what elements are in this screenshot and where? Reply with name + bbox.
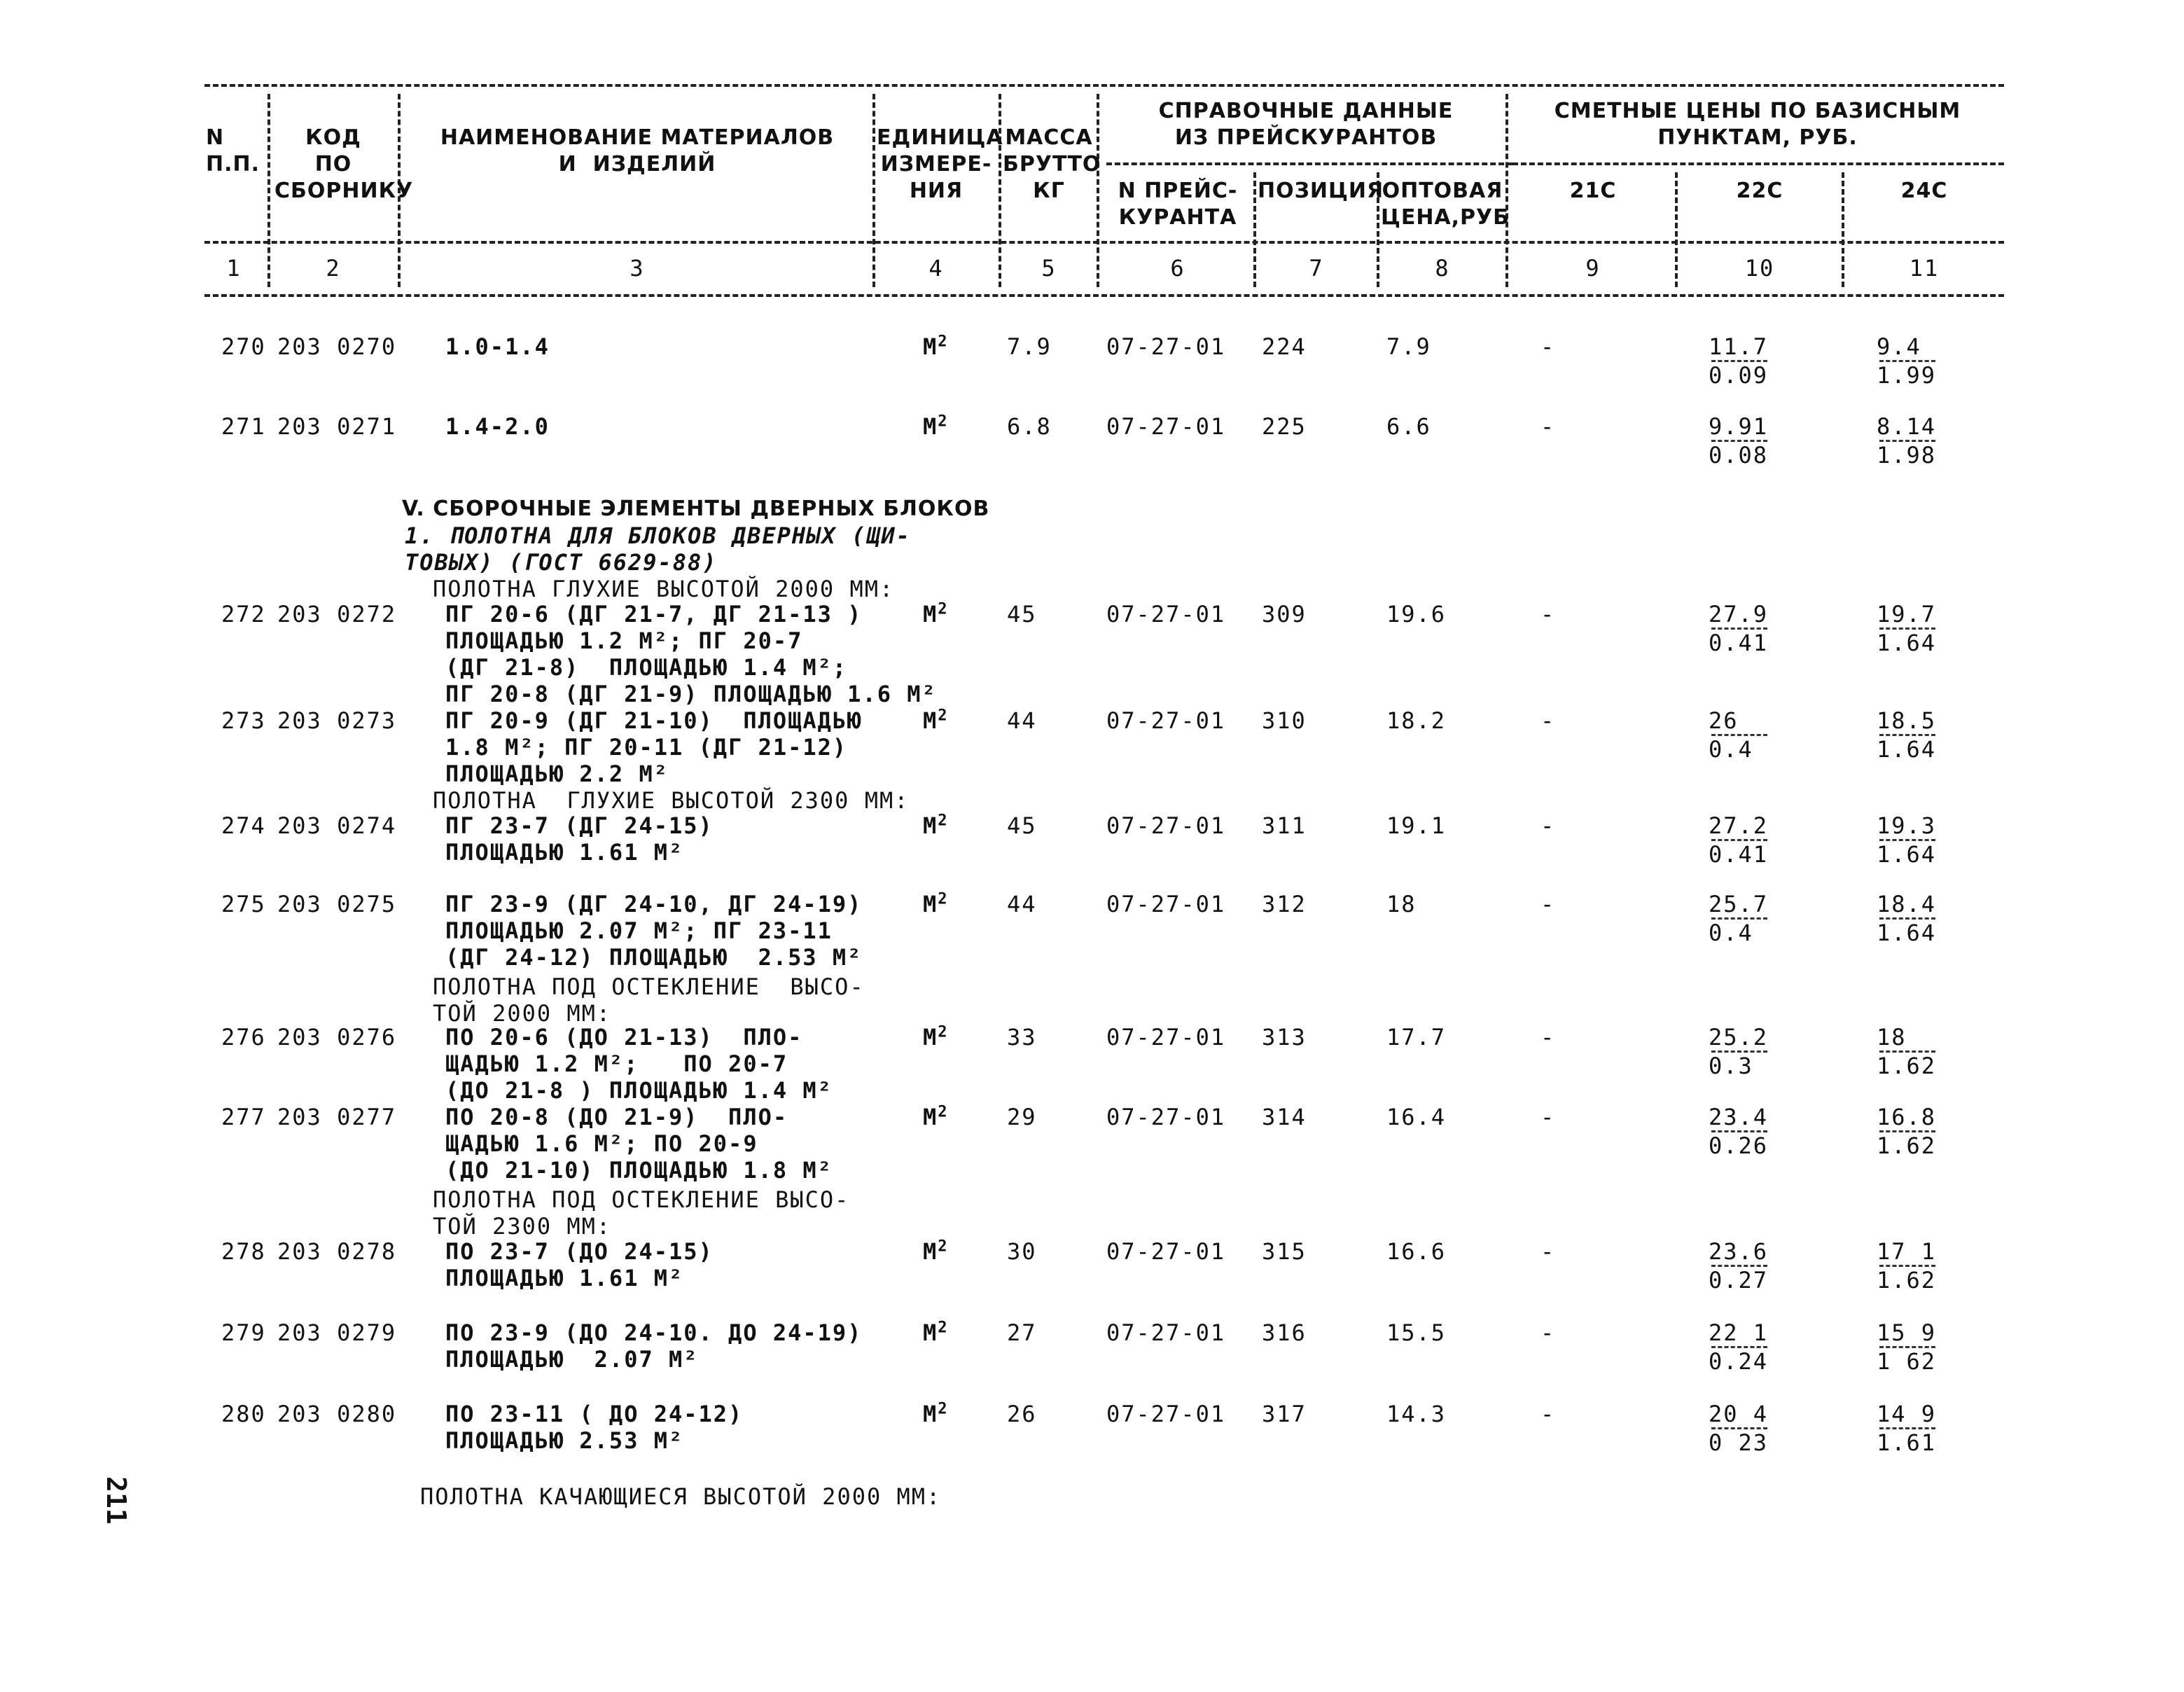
row-unit: $М^2$ bbox=[923, 412, 949, 440]
row-wholesale: 14.3 bbox=[1386, 1401, 1447, 1427]
row-name-line: ПО 23-11 ( ДО 24-12) bbox=[445, 1401, 744, 1427]
row-position: 316 bbox=[1262, 1319, 1307, 1346]
row-name-line: ПЛОЩАДЬЮ 1.2 М²; ПГ 20-7 bbox=[445, 627, 803, 654]
row-code: 203 0278 bbox=[277, 1238, 397, 1265]
row-position: 310 bbox=[1262, 707, 1307, 734]
header-sep-10 bbox=[1842, 172, 1844, 287]
row-unit: $М^2$ bbox=[923, 890, 949, 917]
row-name-line: 1.8 М²; ПГ 20-11 (ДГ 21-12) bbox=[445, 734, 848, 761]
row-num: 273 bbox=[221, 707, 266, 734]
row-price-24c-numerator: 18 bbox=[1877, 1024, 1907, 1050]
header-col-num: N П.П. bbox=[206, 125, 260, 176]
row-wholesale: 19.6 bbox=[1386, 601, 1447, 627]
row-price-24c bbox=[1877, 333, 1954, 389]
row-price-24c-numerator: 18.4 bbox=[1877, 891, 1937, 917]
row-price-22c-denominator: 0.4 bbox=[1709, 736, 1753, 763]
header-col-mass: МАССА БРУТТО КГ bbox=[1003, 125, 1101, 203]
row-name-line: (ДГ 24-12) ПЛОЩАДЬЮ 2.53 М² bbox=[445, 944, 863, 971]
row-unit: $М^2$ bbox=[923, 1400, 949, 1427]
row-price-24c-denominator: 1.98 bbox=[1877, 442, 1937, 469]
group-heading-2: ПОЛОТНА ГЛУХИЕ ВЫСОТОЙ 2300 ММ: bbox=[433, 787, 910, 814]
row-mass: 44 bbox=[1007, 891, 1037, 917]
row-price-24c-denominator: 1.64 bbox=[1877, 920, 1937, 946]
colnum-5: 5 bbox=[1041, 255, 1057, 282]
header-sep-6 bbox=[1253, 172, 1256, 287]
row-name-line: ПЛОЩАДЬЮ 2.2 М² bbox=[445, 761, 669, 787]
group-heading-4-line-1: ПОЛОТНА ПОД ОСТЕКЛЕНИЕ ВЫСО- bbox=[433, 1186, 850, 1213]
row-price-list: 07-27-01 bbox=[1106, 1104, 1226, 1130]
row-price-24c-denominator: 1.64 bbox=[1877, 630, 1937, 656]
header-col-21c: 21С bbox=[1569, 179, 1617, 203]
row-unit: $М^2$ bbox=[923, 1103, 949, 1130]
row-position: 225 bbox=[1262, 413, 1307, 440]
row-price-24c-numerator: 19.3 bbox=[1877, 812, 1937, 839]
row-price-list: 07-27-01 bbox=[1106, 413, 1226, 440]
row-position: 313 bbox=[1262, 1024, 1307, 1050]
group-heading-1: ПОЛОТНА ГЛУХИЕ ВЫСОТОЙ 2000 ММ: bbox=[433, 576, 895, 602]
row-price-21c: - bbox=[1540, 1024, 1556, 1050]
row-mass: 26 bbox=[1007, 1401, 1037, 1427]
row-unit: $М^2$ bbox=[923, 1237, 949, 1265]
row-unit-sup: 2 bbox=[938, 812, 949, 830]
group-heading-3-line-2: ТОЙ 2000 ММ: bbox=[433, 1000, 612, 1027]
header-col-ref-price-list: N ПРЕЙС- КУРАНТА bbox=[1118, 179, 1238, 230]
row-price-22c-denominator: 0.27 bbox=[1709, 1267, 1769, 1294]
row-price-22c-denominator: 0.41 bbox=[1709, 841, 1769, 868]
colnum-3: 3 bbox=[630, 255, 645, 282]
row-price-24c bbox=[1877, 707, 1954, 763]
row-position: 314 bbox=[1262, 1104, 1307, 1130]
row-price-22c-numerator: 27.2 bbox=[1709, 812, 1769, 839]
subsection-title-line-2: ТОВЫХ) (ГОСТ 6629-88) bbox=[405, 549, 718, 576]
row-price-22c-numerator: 11.7 bbox=[1709, 333, 1769, 360]
row-price-22c-numerator: 22 1 bbox=[1709, 1319, 1769, 1346]
row-name-line: (ДГ 21-8) ПЛОЩАДЬЮ 1.4 М²; bbox=[445, 654, 848, 681]
row-price-21c: - bbox=[1540, 1238, 1556, 1265]
row-price-21c: - bbox=[1540, 707, 1556, 734]
colnum-11: 11 bbox=[1909, 255, 1940, 282]
header-sub-rule-est bbox=[1512, 162, 2004, 165]
row-price-22c bbox=[1709, 891, 1786, 946]
header-sep-9 bbox=[1675, 172, 1678, 287]
row-wholesale: 6.6 bbox=[1386, 413, 1431, 440]
row-code: 203 0274 bbox=[277, 812, 397, 839]
row-wholesale: 18.2 bbox=[1386, 707, 1447, 734]
row-name-line: ЩАДЬЮ 1.2 М²; ПО 20-7 bbox=[445, 1050, 788, 1077]
row-price-22c-denominator: 0.3 bbox=[1709, 1053, 1753, 1079]
header-col-22c: 22С bbox=[1736, 179, 1783, 203]
row-code: 203 0270 bbox=[277, 333, 397, 360]
header-sep-1 bbox=[267, 94, 270, 287]
header-col-ref-position: ПОЗИЦИЯ bbox=[1258, 179, 1384, 203]
row-price-24c-denominator: 1.61 bbox=[1877, 1429, 1937, 1456]
row-price-24c bbox=[1877, 1319, 1954, 1375]
row-unit-sup: 2 bbox=[938, 707, 949, 725]
row-mass: 29 bbox=[1007, 1104, 1037, 1130]
row-price-24c-numerator: 17 1 bbox=[1877, 1238, 1937, 1265]
row-name-line: (ДО 21-10) ПЛОЩАДЬЮ 1.8 М² bbox=[445, 1157, 833, 1184]
row-code: 203 0276 bbox=[277, 1024, 397, 1050]
row-mass: 7.9 bbox=[1007, 333, 1052, 360]
row-code: 203 0272 bbox=[277, 601, 397, 627]
row-name-line: ПО 23-9 (ДО 24-10. ДО 24-19) bbox=[445, 1319, 863, 1346]
row-unit: $М^2$ bbox=[923, 333, 949, 360]
section-title: V. СБОРОЧНЫЕ ЭЛЕМЕНТЫ ДВЕРНЫХ БЛОКОВ bbox=[402, 497, 990, 521]
row-position: 224 bbox=[1262, 333, 1307, 360]
row-unit-sup: 2 bbox=[938, 1103, 949, 1121]
row-price-24c bbox=[1877, 601, 1954, 656]
row-price-24c bbox=[1877, 1401, 1954, 1456]
row-price-list: 07-27-01 bbox=[1106, 812, 1226, 839]
row-mass: 45 bbox=[1007, 812, 1037, 839]
row-unit: $М^2$ bbox=[923, 812, 949, 839]
colnum-6: 6 bbox=[1170, 255, 1185, 282]
header-mid-rule bbox=[204, 241, 2004, 244]
colnum-7: 7 bbox=[1309, 255, 1324, 282]
header-bottom-rule bbox=[204, 294, 2004, 297]
row-unit-sup: 2 bbox=[938, 412, 949, 431]
row-price-24c-denominator: 1.62 bbox=[1877, 1267, 1937, 1294]
row-name-line: ПГ 23-9 (ДГ 24-10, ДГ 24-19) bbox=[445, 891, 863, 917]
row-position: 317 bbox=[1262, 1401, 1307, 1427]
header-col-est-group: СМЕТНЫЕ ЦЕНЫ ПО БАЗИСНЫМ ПУНКТАМ, РУБ. bbox=[1554, 99, 1961, 150]
row-name-line: ПЛОЩАДЬЮ 2.07 М²; ПГ 23-11 bbox=[445, 917, 833, 944]
row-code: 203 0280 bbox=[277, 1401, 397, 1427]
row-price-24c bbox=[1877, 1238, 1954, 1294]
row-price-21c: - bbox=[1540, 1401, 1556, 1427]
row-price-22c-denominator: 0.41 bbox=[1709, 630, 1769, 656]
row-price-22c-denominator: 0.24 bbox=[1709, 1348, 1769, 1375]
row-price-22c-denominator: 0.09 bbox=[1709, 362, 1769, 389]
row-wholesale: 17.7 bbox=[1386, 1024, 1447, 1050]
row-price-22c bbox=[1709, 333, 1786, 389]
row-price-21c: - bbox=[1540, 1319, 1556, 1346]
row-name-line: ПГ 20-9 (ДГ 21-10) ПЛОЩАДЬЮ bbox=[445, 707, 863, 734]
colnum-2: 2 bbox=[326, 255, 341, 282]
row-price-22c bbox=[1709, 413, 1786, 469]
row-price-24c-numerator: 18.5 bbox=[1877, 707, 1937, 734]
row-price-list: 07-27-01 bbox=[1106, 601, 1226, 627]
row-price-24c-denominator: 1.62 bbox=[1877, 1132, 1937, 1159]
row-price-24c-numerator: 9.4 bbox=[1877, 333, 1921, 360]
row-position: 311 bbox=[1262, 812, 1307, 839]
row-unit-sup: 2 bbox=[938, 600, 949, 618]
row-price-22c bbox=[1709, 1401, 1786, 1456]
row-name-line: ПГ 23-7 (ДГ 24-15) bbox=[445, 812, 714, 839]
row-name-line: ПО 20-8 (ДО 21-9) ПЛО- bbox=[445, 1104, 788, 1130]
row-mass: 44 bbox=[1007, 707, 1037, 734]
header-sep-4 bbox=[999, 94, 1001, 287]
group-heading-3-line-1: ПОЛОТНА ПОД ОСТЕКЛЕНИЕ ВЫСО- bbox=[433, 973, 865, 1000]
row-num: 275 bbox=[221, 891, 266, 917]
row-price-22c-numerator: 27.9 bbox=[1709, 601, 1769, 627]
row-price-list: 07-27-01 bbox=[1106, 333, 1226, 360]
row-wholesale: 15.5 bbox=[1386, 1319, 1447, 1346]
page-number: 211 bbox=[101, 1476, 132, 1525]
row-price-21c: - bbox=[1540, 413, 1556, 440]
row-unit: $М^2$ bbox=[923, 600, 949, 627]
row-price-list: 07-27-01 bbox=[1106, 891, 1226, 917]
row-price-22c-numerator: 9.91 bbox=[1709, 413, 1769, 440]
colnum-8: 8 bbox=[1435, 255, 1450, 282]
row-price-21c: - bbox=[1540, 333, 1556, 360]
row-price-24c-denominator: 1 62 bbox=[1877, 1348, 1937, 1375]
row-code: 203 0273 bbox=[277, 707, 397, 734]
row-name-line: ПЛОЩАДЬЮ 1.61 М² bbox=[445, 839, 684, 866]
row-price-list: 07-27-01 bbox=[1106, 707, 1226, 734]
row-num: 276 bbox=[221, 1024, 266, 1050]
row-price-22c bbox=[1709, 1238, 1786, 1294]
row-unit-sup: 2 bbox=[938, 1237, 949, 1256]
row-name-line: ЩАДЬЮ 1.6 М²; ПО 20-9 bbox=[445, 1130, 758, 1157]
row-mass: 27 bbox=[1007, 1319, 1037, 1346]
row-position: 309 bbox=[1262, 601, 1307, 627]
row-unit-sup: 2 bbox=[938, 1023, 949, 1041]
colnum-9: 9 bbox=[1585, 255, 1601, 282]
colnum-1: 1 bbox=[226, 255, 242, 282]
colnum-10: 10 bbox=[1744, 255, 1775, 282]
row-price-21c: - bbox=[1540, 1104, 1556, 1130]
row-price-24c-numerator: 8.14 bbox=[1877, 413, 1937, 440]
header-col-ref-wholesale: ОПТОВАЯ ЦЕНА,РУБ bbox=[1381, 179, 1510, 230]
row-price-24c-numerator: 19.7 bbox=[1877, 601, 1937, 627]
row-price-24c bbox=[1877, 1104, 1954, 1159]
row-wholesale: 18 bbox=[1386, 891, 1417, 917]
header-sep-5 bbox=[1097, 94, 1099, 287]
header-col-unit: ЕДИНИЦА ИЗМЕРЕ- НИЯ bbox=[877, 125, 1003, 203]
row-unit: $М^2$ bbox=[923, 1023, 949, 1050]
subsection-title-line-1: 1. ПОЛОТНА ДЛЯ БЛОКОВ ДВЕРНЫХ (ЩИ- bbox=[405, 522, 912, 549]
row-price-22c-denominator: 0.26 bbox=[1709, 1132, 1769, 1159]
row-unit: $М^2$ bbox=[923, 1319, 949, 1346]
row-price-24c-denominator: 1.64 bbox=[1877, 736, 1937, 763]
header-sep-3 bbox=[872, 94, 875, 287]
row-unit-sup: 2 bbox=[938, 1319, 949, 1337]
row-price-22c bbox=[1709, 1024, 1786, 1079]
row-num: 277 bbox=[221, 1104, 266, 1130]
row-name-line: ПО 23-7 (ДО 24-15) bbox=[445, 1238, 714, 1265]
row-price-22c-numerator: 26 bbox=[1709, 707, 1739, 734]
header-top-rule bbox=[204, 84, 2004, 87]
row-unit-sup: 2 bbox=[938, 890, 949, 908]
row-price-24c bbox=[1877, 891, 1954, 946]
row-num: 272 bbox=[221, 601, 266, 627]
row-price-24c bbox=[1877, 413, 1954, 469]
group-heading-4-line-2: ТОЙ 2300 ММ: bbox=[433, 1213, 612, 1240]
row-mass: 45 bbox=[1007, 601, 1037, 627]
row-code: 203 0279 bbox=[277, 1319, 397, 1346]
row-price-list: 07-27-01 bbox=[1106, 1401, 1226, 1427]
row-price-24c-denominator: 1.64 bbox=[1877, 841, 1937, 868]
row-wholesale: 16.4 bbox=[1386, 1104, 1447, 1130]
row-price-21c: - bbox=[1540, 812, 1556, 839]
row-mass: 30 bbox=[1007, 1238, 1037, 1265]
row-price-22c-numerator: 20 4 bbox=[1709, 1401, 1769, 1427]
row-name-line: ПГ 20-8 (ДГ 21-9) ПЛОЩАДЬЮ 1.6 М² bbox=[445, 681, 937, 707]
row-price-24c-denominator: 1.99 bbox=[1877, 362, 1937, 389]
row-name-line: ПО 20-6 (ДО 21-13) ПЛО- bbox=[445, 1024, 803, 1050]
row-price-21c: - bbox=[1540, 601, 1556, 627]
row-name-line: ПГ 20-6 (ДГ 21-7, ДГ 21-13 ) bbox=[445, 601, 863, 627]
row-num: 271 bbox=[221, 413, 266, 440]
row-code: 203 0271 bbox=[277, 413, 397, 440]
header-sub-rule-ref bbox=[1106, 162, 1512, 165]
row-unit: $М^2$ bbox=[923, 707, 949, 734]
row-position: 312 bbox=[1262, 891, 1307, 917]
row-price-22c bbox=[1709, 601, 1786, 656]
header-col-name: НАИМЕНОВАНИЕ МАТЕРИАЛОВ И ИЗДЕЛИЙ bbox=[440, 125, 835, 176]
row-price-list: 07-27-01 bbox=[1106, 1319, 1226, 1346]
row-price-24c-numerator: 14 9 bbox=[1877, 1401, 1937, 1427]
row-unit-sup: 2 bbox=[938, 333, 949, 351]
row-price-24c-numerator: 15 9 bbox=[1877, 1319, 1937, 1346]
row-price-22c-denominator: 0.4 bbox=[1709, 920, 1753, 946]
row-price-22c bbox=[1709, 1104, 1786, 1159]
row-price-24c-numerator: 16.8 bbox=[1877, 1104, 1937, 1130]
row-name-line: ПЛОЩАДЬЮ 2.07 М² bbox=[445, 1346, 699, 1373]
colnum-4: 4 bbox=[928, 255, 944, 282]
row-name-line: (ДО 21-8 ) ПЛОЩАДЬЮ 1.4 М² bbox=[445, 1077, 833, 1104]
row-price-24c bbox=[1877, 812, 1954, 868]
row-num: 278 bbox=[221, 1238, 266, 1265]
row-num: 280 bbox=[221, 1401, 266, 1427]
row-price-22c-denominator: 0.08 bbox=[1709, 442, 1769, 469]
footer-group-heading: ПОЛОТНА КАЧАЮЩИЕСЯ ВЫСОТОЙ 2000 ММ: bbox=[420, 1483, 942, 1510]
row-num: 270 bbox=[221, 333, 266, 360]
row-price-list: 07-27-01 bbox=[1106, 1024, 1226, 1050]
row-wholesale: 16.6 bbox=[1386, 1238, 1447, 1265]
row-price-22c-numerator: 25.7 bbox=[1709, 891, 1769, 917]
row-price-22c bbox=[1709, 812, 1786, 868]
row-code: 203 0277 bbox=[277, 1104, 397, 1130]
row-price-22c-numerator: 25.2 bbox=[1709, 1024, 1769, 1050]
row-price-list: 07-27-01 bbox=[1106, 1238, 1226, 1265]
row-position: 315 bbox=[1262, 1238, 1307, 1265]
row-price-24c bbox=[1877, 1024, 1954, 1079]
row-price-24c-denominator: 1.62 bbox=[1877, 1053, 1937, 1079]
header-col-code: КОД ПО СБОРНИКУ bbox=[274, 125, 414, 203]
row-price-22c-denominator: 0 23 bbox=[1709, 1429, 1769, 1456]
row-price-22c-numerator: 23.4 bbox=[1709, 1104, 1769, 1130]
row-price-22c bbox=[1709, 1319, 1786, 1375]
row-mass: 6.8 bbox=[1007, 413, 1052, 440]
row-wholesale: 7.9 bbox=[1386, 333, 1431, 360]
row-num: 274 bbox=[221, 812, 266, 839]
row-price-21c: - bbox=[1540, 891, 1556, 917]
row-name-line: 1.0-1.4 bbox=[445, 333, 550, 360]
row-unit-sup: 2 bbox=[938, 1400, 949, 1418]
row-price-22c bbox=[1709, 707, 1786, 763]
row-name-line: ПЛОЩАДЬЮ 1.61 М² bbox=[445, 1265, 684, 1291]
row-num: 279 bbox=[221, 1319, 266, 1346]
header-col-24c: 24С bbox=[1900, 179, 1948, 203]
row-mass: 33 bbox=[1007, 1024, 1037, 1050]
header-sep-8 bbox=[1505, 94, 1508, 287]
row-code: 203 0275 bbox=[277, 891, 397, 917]
row-name-line: 1.4-2.0 bbox=[445, 413, 550, 440]
row-name-line: ПЛОЩАДЬЮ 2.53 М² bbox=[445, 1427, 684, 1454]
row-price-22c-numerator: 23.6 bbox=[1709, 1238, 1769, 1265]
row-wholesale: 19.1 bbox=[1386, 812, 1447, 839]
header-col-ref-group: СПРАВОЧНЫЕ ДАННЫЕ ИЗ ПРЕЙСКУРАНТОВ bbox=[1158, 99, 1454, 150]
